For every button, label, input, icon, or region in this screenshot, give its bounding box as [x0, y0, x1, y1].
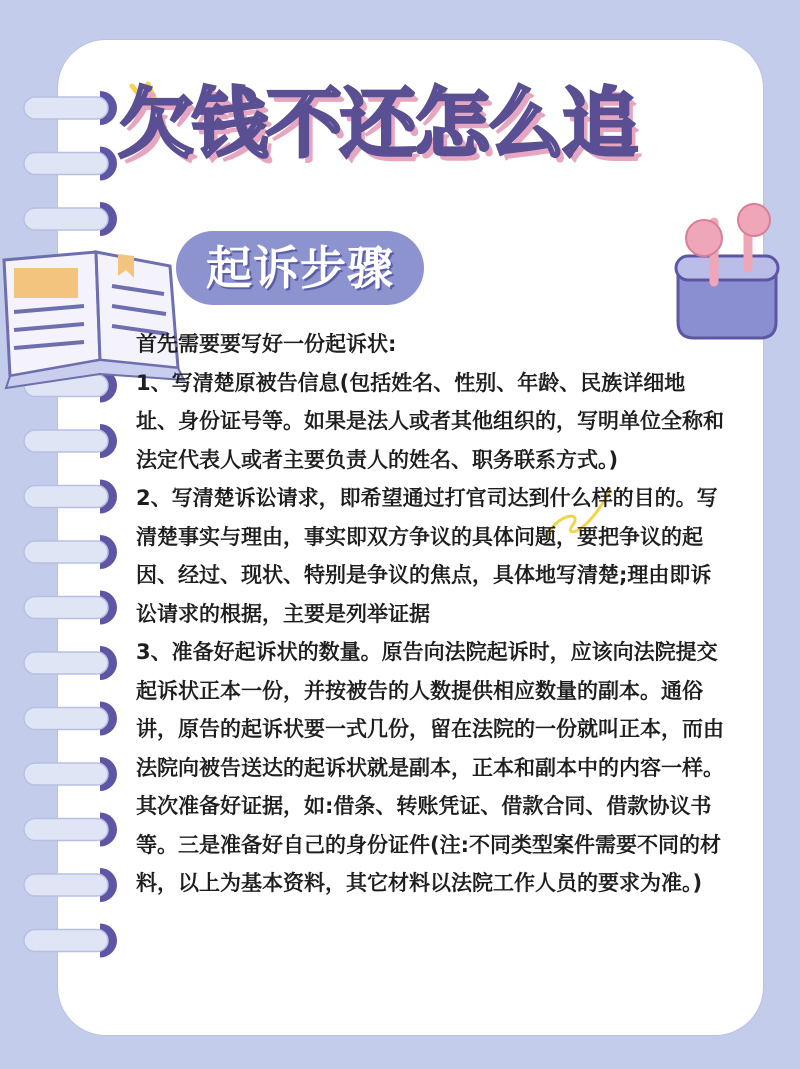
section-badge: 起诉步骤 — [176, 231, 424, 305]
ring-wire — [24, 652, 108, 674]
ring-wire — [24, 819, 108, 841]
ring-wire — [24, 153, 108, 175]
ring-wire — [24, 597, 108, 619]
article-body — [136, 325, 726, 903]
earbuds-case-icon — [668, 196, 788, 346]
ring-wire — [24, 486, 108, 508]
step-3: 3、准备好起诉状的数量。原告向法院起诉时，应该向法院提交起诉状正本一份，并按被告的人数提供相应数量的副本。通俗讲，原告的起诉状要一式几份，留在法院的一份就叫正本，而由法院向被告送达的起诉状就是副本，正本和副本中的内容一样。其次准备好证据，如:借条、转账凭证、借款合同、借款协议书等。三是准备好自己的身份证件(注:不同类型案件需要不同的材料，以上为基本资料，其它材料以法院工作人员的要求为准。) — [136, 640, 724, 895]
ring-wire — [24, 708, 108, 730]
ring-wire — [24, 874, 108, 896]
ring-wire — [24, 763, 108, 785]
intro-text: 首先需要要写好一份起诉状: — [136, 332, 397, 356]
ring-wire — [24, 97, 108, 119]
ring-wire — [24, 930, 108, 952]
ring-wire — [24, 541, 108, 563]
notebook-ring-icon — [0, 0, 130, 1069]
ring-wire — [24, 208, 108, 230]
step-2: 2、写清楚诉讼请求，即希望通过打官司达到什么样的目的。写清楚事实与理由，事实即双方争议的具体问题，要把争议的起因、经过、现状、特别是争议的焦点，具体地写清楚;理由即诉讼请求的根据，主要是列举证据 — [136, 486, 718, 626]
ring-wire — [24, 430, 108, 452]
page-title: 欠钱不还怎么追 — [118, 79, 636, 168]
step-1: 1、写清楚原被告信息(包括姓名、性别、年龄、民族详细地址、身份证号等。如果是法人或者其他组织的，写明单位全称和法定代表人或者主要负责人的姓名、职务联系方式。) — [136, 370, 724, 472]
